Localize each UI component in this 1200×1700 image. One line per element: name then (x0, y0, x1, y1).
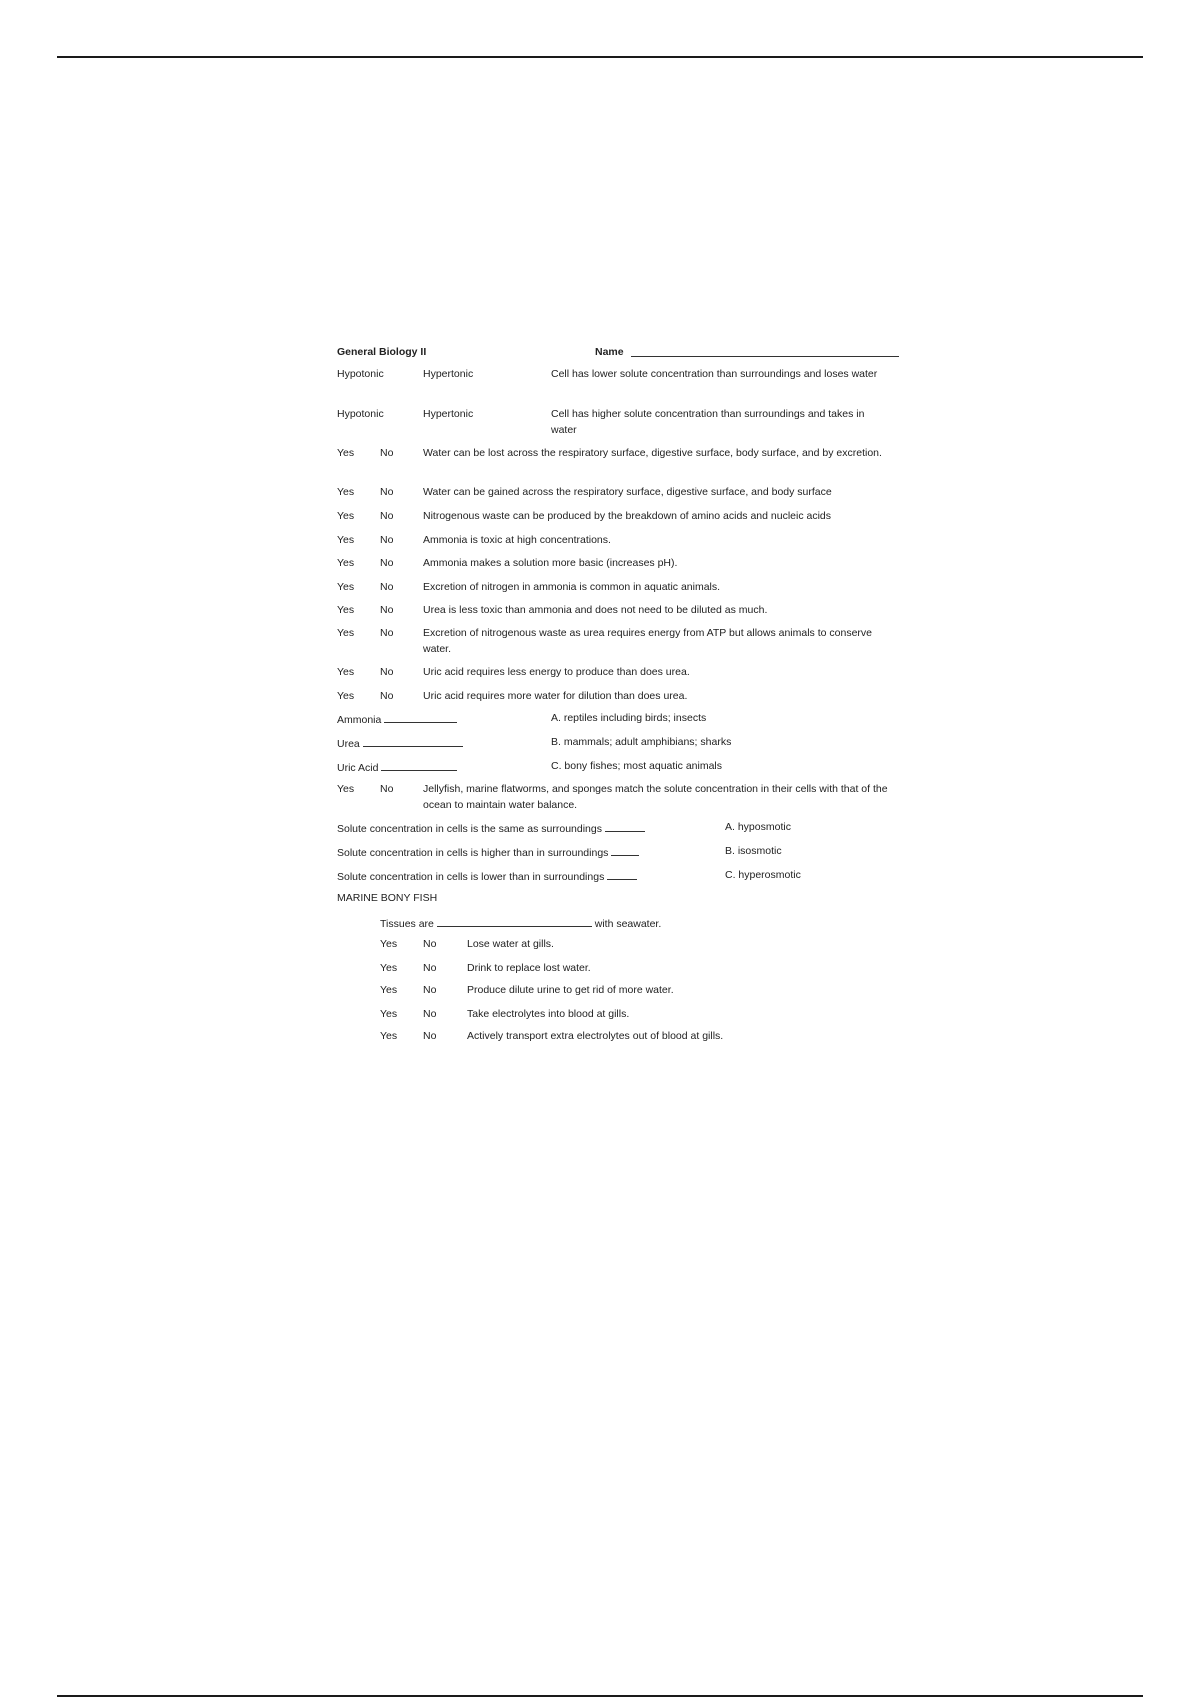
question-text: Uric acid requires less energy to produce than does urea. (423, 666, 690, 678)
no-option[interactable]: No (380, 604, 394, 616)
yes-option[interactable]: Yes (380, 938, 398, 950)
match-label: Ammonia (337, 714, 382, 726)
yes-option[interactable]: Yes (337, 557, 355, 569)
no-option[interactable]: No (380, 783, 394, 795)
answer-blank[interactable] (384, 710, 457, 723)
yes-option[interactable]: Yes (337, 510, 355, 522)
yes-option[interactable]: Yes (337, 783, 355, 795)
name-field[interactable] (631, 344, 899, 362)
answer-blank[interactable] (381, 758, 457, 771)
option-hypertonic[interactable]: Hypertonic (423, 368, 474, 380)
no-option[interactable]: No (380, 627, 394, 639)
match-label: Uric Acid (337, 762, 379, 774)
question-text: Urea is less toxic than ammonia and does not need to be diluted as much. (423, 604, 768, 616)
no-option[interactable]: No (423, 962, 437, 974)
bottom-rule (57, 1695, 1143, 1697)
course-title: General Biology II (337, 346, 427, 358)
yes-option[interactable]: Yes (337, 666, 355, 678)
question-text: Excretion of nitrogenous waste as urea requires energy from ATP but allows animals to conserve water. (423, 627, 873, 655)
match-answer: B. mammals; adult amphibians; sharks (551, 736, 732, 748)
yes-option[interactable]: Yes (337, 627, 355, 639)
question-text: Lose water at gills. (467, 938, 554, 950)
yes-option[interactable]: Yes (337, 447, 355, 459)
question-text: Cell has higher solute concentration than surroundings and takes in water (551, 408, 865, 436)
tonicity-question-1 (337, 366, 897, 398)
match-answer: A. hyposmotic (725, 821, 791, 833)
yes-option[interactable]: Yes (380, 1008, 398, 1020)
answer-blank[interactable] (605, 819, 645, 832)
match-label: Solute concentration in cells is the same as surroundings (337, 823, 602, 835)
question-text: Take electrolytes into blood at gills. (467, 1008, 630, 1020)
tissues-prefix: Tissues are (380, 918, 434, 930)
marine-bony-fish-heading: MARINE BONY FISH (337, 892, 438, 904)
yes-option[interactable]: Yes (337, 534, 355, 546)
match-label: Solute concentration in cells is lower than in surroundings (337, 871, 605, 883)
no-option[interactable]: No (380, 510, 394, 522)
option-hypertonic[interactable]: Hypertonic (423, 408, 474, 420)
question-text: Jellyfish, marine flatworms, and sponges match the solute concentration in their cells with that of the ocean to maintain water balance. (423, 783, 888, 811)
answer-blank[interactable] (363, 734, 463, 747)
match-answer: A. reptiles including birds; insects (551, 712, 707, 724)
no-option[interactable]: No (380, 581, 394, 593)
question-text: Produce dilute urine to get rid of more water. (467, 984, 674, 996)
question-text: Water can be gained across the respiratory surface, digestive surface, and body surface (423, 486, 832, 498)
tissues-suffix: with seawater. (594, 918, 662, 930)
answer-blank[interactable] (607, 867, 637, 880)
top-rule (57, 56, 1143, 58)
no-option[interactable]: No (380, 690, 394, 702)
no-option[interactable]: No (380, 557, 394, 569)
answer-blank[interactable] (611, 843, 639, 856)
match-label: Urea (337, 738, 360, 750)
no-option[interactable]: No (380, 666, 394, 678)
no-option[interactable]: No (380, 486, 394, 498)
no-option[interactable]: No (380, 447, 394, 459)
no-option[interactable]: No (380, 534, 394, 546)
tissues-blank[interactable] (437, 914, 592, 927)
question-text: Excretion of nitrogen in ammonia is common in aquatic animals. (423, 581, 721, 593)
question-text: Uric acid requires more water for dilution than does urea. (423, 690, 688, 702)
question-text: Nitrogenous waste can be produced by the breakdown of amino acids and nucleic acids (423, 510, 831, 522)
no-option[interactable]: No (423, 938, 437, 950)
match-answer: C. bony fishes; most aquatic animals (551, 760, 722, 772)
question-text: Actively transport extra electrolytes out of blood at gills. (467, 1030, 724, 1042)
match-answer: C. hyperosmotic (725, 869, 801, 881)
yes-option[interactable]: Yes (337, 604, 355, 616)
yes-option[interactable]: Yes (380, 1030, 398, 1042)
question-text: Ammonia makes a solution more basic (increases pH). (423, 557, 678, 569)
option-hypotonic[interactable]: Hypotonic (337, 408, 384, 420)
question-text: Drink to replace lost water. (467, 962, 591, 974)
no-option[interactable]: No (423, 1008, 437, 1020)
match-label: Solute concentration in cells is higher than in surroundings (337, 847, 609, 859)
no-option[interactable]: No (423, 984, 437, 996)
no-option[interactable]: No (423, 1030, 437, 1042)
match-answer: B. isosmotic (725, 845, 782, 857)
question-text: Cell has lower solute concentration than surroundings and loses water (551, 368, 878, 380)
yes-option[interactable]: Yes (380, 962, 398, 974)
yes-option[interactable]: Yes (380, 984, 398, 996)
yes-option[interactable]: Yes (337, 486, 355, 498)
question-text: Water can be lost across the respiratory surface, digestive surface, body surface, and by excretion. (423, 447, 882, 459)
tonicity-question-2 (337, 406, 897, 438)
question-text: Ammonia is toxic at high concentrations. (423, 534, 611, 546)
yes-option[interactable]: Yes (337, 581, 355, 593)
option-hypotonic[interactable]: Hypotonic (337, 368, 384, 380)
name-label: Name (595, 346, 624, 358)
yes-option[interactable]: Yes (337, 690, 355, 702)
